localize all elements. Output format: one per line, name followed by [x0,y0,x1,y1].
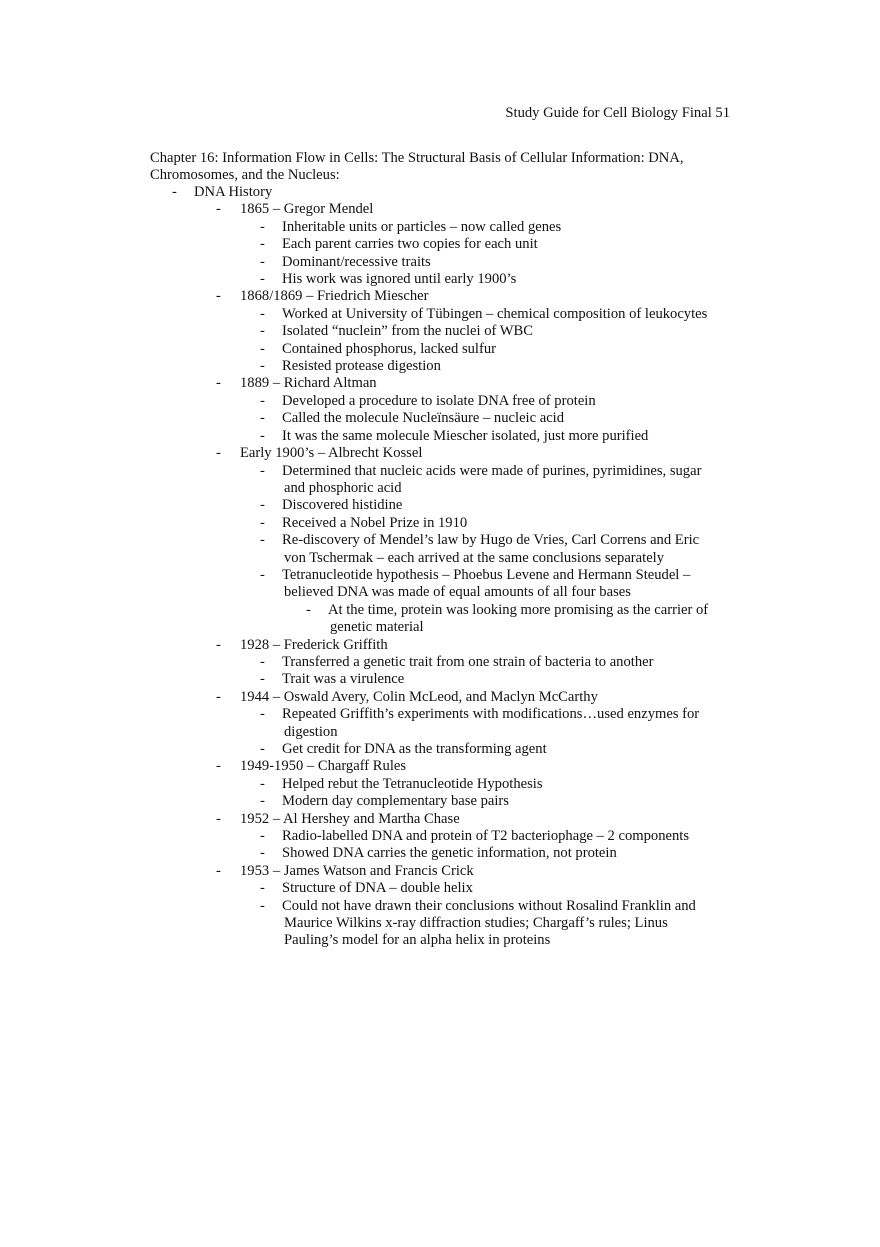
outline-item-text: 1952 – Al Hershey and Martha Chase [240,810,460,827]
outline-item-level-3 [0,497,880,514]
outline-item-text: 1928 – Frederick Griffith [240,636,388,653]
outline-item-level-3 [0,410,880,427]
outline-item-level-2 [0,758,880,775]
bullet-dash: - [216,862,221,879]
bullet-dash: - [260,775,265,792]
outline-item-level-3 [0,880,880,897]
outline-item-level-3 [0,393,880,410]
bullet-dash: - [172,184,177,200]
bullet-dash: - [260,880,265,897]
outline-item-text: 1949-1950 – Chargaff Rules [240,758,407,775]
outline-item-text: 1944 – Oswald Avery, Colin McLeod, and Maclyn McCarthy [240,688,598,705]
bullet-dash: - [216,810,221,827]
outline-item-level-3 [0,741,880,758]
bullet-dash: - [260,236,265,253]
outline-item-level-3 [0,515,880,532]
outline-item-level-2 [0,445,880,462]
outline-item-level-2 [0,863,880,880]
outline-item-text: Transferred a genetic trait from one strain of bacteria to another [282,653,654,670]
outline-item-level-1 [0,184,880,201]
outline-item-text: It was the same molecule Miescher isolated, just more purified [282,427,649,444]
outline-item-text: Could not have drawn their conclusions without Rosalind Franklin and Maurice Wilkins x-ray diffraction studies; Chargaff’s rules; Linus Pauling’s model for an alpha helix in proteins [282,897,696,949]
outline-item-level-3 [0,706,880,741]
outline-item-text: Inheritable units or particles – now called genes [282,218,562,235]
outline-item-level-3 [0,793,880,810]
outline-item-text: Structure of DNA – double helix [282,880,473,897]
outline-item-text: Repeated Griffith’s experiments with modifications…used enzymes for digestion [282,706,700,740]
outline-item-level-3 [0,323,880,340]
outline-item-level-3 [0,236,880,253]
outline-item-level-3 [0,776,880,793]
outline-item-level-3 [0,828,880,845]
outline-item-level-2 [0,201,880,218]
bullet-dash: - [260,497,265,514]
outline-item-text: Modern day complementary base pairs [282,793,509,810]
bullet-dash: - [260,741,265,757]
page-header: Study Guide for Cell Biology Final 51 [505,105,730,121]
outline-item-level-2 [0,689,880,706]
outline-item-level-4 [0,602,880,637]
outline-item-text: Dominant/recessive traits [282,253,431,270]
outline-item-level-2 [0,637,880,654]
bullet-dash: - [260,323,265,340]
outline-item-text: Each parent carries two copies for each unit [282,236,538,253]
bullet-dash: - [216,636,221,653]
bullet-dash: - [216,288,221,305]
outline-item-text: Early 1900’s – Albrecht Kossel [240,445,423,462]
outline-item-text: 1868/1869 – Friedrich Miescher [240,288,429,305]
bullet-dash: - [306,601,311,618]
outline-item-text: Called the molecule Nucleïnsäure – nucleic acid [282,410,565,427]
bullet-dash: - [260,358,265,375]
bullet-dash: - [216,445,221,462]
bullet-dash: - [260,462,265,479]
outline-item-level-3 [0,271,880,288]
outline-item-text: Tetranucleotide hypothesis – Phoebus Levene and Hermann Steudel – believed DNA was made of equal amounts of all four bases [282,566,691,601]
outline-item-text: Received a Nobel Prize in 1910 [282,514,468,531]
outline-item-text: Trait was a virulence [282,671,405,688]
outline-item-level-2 [0,811,880,828]
bullet-dash: - [260,305,265,322]
outline-item-level-3 [0,654,880,671]
bullet-dash: - [260,253,265,270]
outline-item-level-3 [0,845,880,862]
outline-item-text: 1953 – James Watson and Francis Crick [240,862,474,879]
bullet-dash: - [260,392,265,409]
bullet-dash: - [260,828,265,845]
bullet-dash: - [216,201,221,218]
outline-item-text: Contained phosphorus, lacked sulfur [282,340,497,357]
outline-item-text: Determined that nucleic acids were made of purines, pyrimidines, sugar and phosphoric acid [282,462,702,496]
outline-item-text: Discovered histidine [282,497,403,514]
chapter-title: Chapter 16: Information Flow in Cells: The Structural Basis of Cellular Information: DNA, Chromosomes, and the Nucleus: [150,150,684,184]
outline-item-text: Isolated “nuclein” from the nuclei of WBC [282,323,533,340]
bullet-dash: - [260,218,265,235]
bullet-dash: - [260,514,265,531]
bullet-dash: - [216,758,221,775]
outline-item-level-3 [0,358,880,375]
outline-item-text: Get credit for DNA as the transforming agent [282,741,547,757]
bullet-dash: - [260,271,265,288]
bullet-dash: - [260,410,265,427]
outline-item-text: Developed a procedure to isolate DNA free of protein [282,392,596,409]
outline-item-text: 1865 – Gregor Mendel [240,201,374,218]
outline-item-text: Radio-labelled DNA and protein of T2 bacteriophage – 2 components [282,828,690,845]
outline-item-level-3 [0,306,880,323]
outline-item-level-3 [0,219,880,236]
outline-item-level-3 [0,428,880,445]
bullet-dash: - [260,532,265,549]
outline-item-level-3 [0,463,880,498]
outline-item-text: 1889 – Richard Altman [240,375,377,392]
outline-item-text: Helped rebut the Tetranucleotide Hypothesis [282,775,543,792]
bullet-dash: - [260,427,265,444]
outline-item-text: Worked at University of Tübingen – chemical composition of leukocytes [282,305,708,322]
bullet-dash: - [260,706,265,723]
bullet-dash: - [260,671,265,688]
outline-item-level-3 [0,341,880,358]
outline-item-text: DNA History [194,184,273,200]
outline-item-level-3 [0,671,880,688]
outline-item-text: Re-discovery of Mendel’s law by Hugo de Vries, Carl Correns and Eric von Tschermak – each arrived at the same conclusions separately [282,532,700,566]
outline-list [0,184,880,950]
outline-item-level-3 [0,898,880,950]
bullet-dash: - [260,340,265,357]
outline-item-text: His work was ignored until early 1900’s [282,271,517,288]
outline-item-text: Resisted protease digestion [282,358,441,375]
outline-item-text: At the time, protein was looking more promising as the carrier of genetic material [328,601,709,636]
outline-item-level-2 [0,288,880,305]
bullet-dash: - [260,897,265,914]
bullet-dash: - [260,793,265,810]
bullet-dash: - [216,688,221,705]
outline-item-level-3 [0,567,880,602]
bullet-dash: - [260,653,265,670]
outline-item-level-3 [0,532,880,567]
outline-item-text: Showed DNA carries the genetic information, not protein [282,845,617,862]
outline-item-level-3 [0,254,880,271]
bullet-dash: - [260,845,265,862]
outline-item-level-2 [0,375,880,392]
bullet-dash: - [260,566,265,583]
bullet-dash: - [216,375,221,392]
